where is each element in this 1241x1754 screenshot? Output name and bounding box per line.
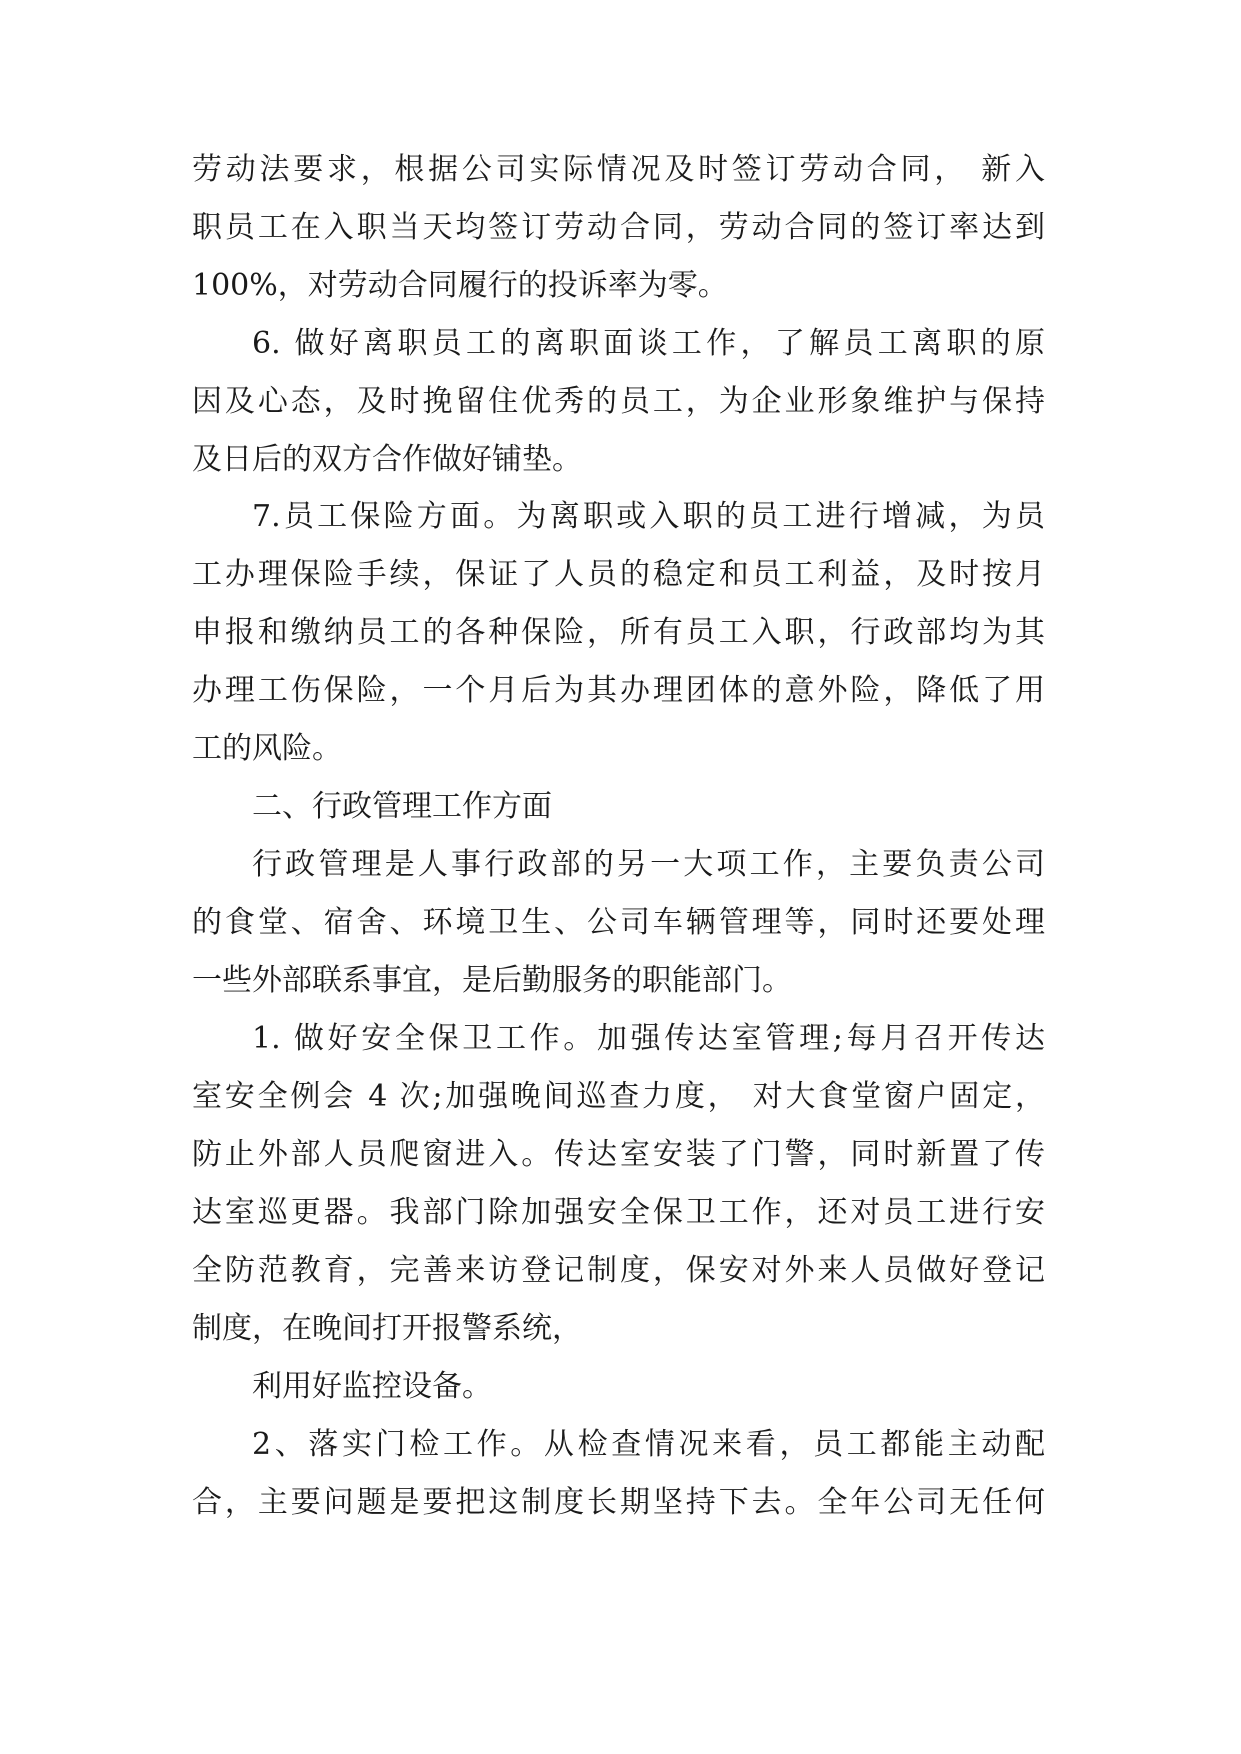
- text-line: 利用好监控设备。: [252, 1369, 492, 1404]
- text-line: 行政管理是人事行政部的另一大项工作，主要负责公司: [252, 847, 1045, 882]
- text-line: 达室巡更器。我部门除加强安全保卫工作，还对员工进行安: [192, 1195, 1045, 1230]
- text-line: 防止外部人员爬窗进入。传达室安装了门警，同时新置了传: [192, 1137, 1045, 1172]
- text-line: 申报和缴纳员工的各种保险，所有员工入职，行政部均为其: [192, 615, 1045, 650]
- text-line: 6. 做好离职员工的离职面谈工作，了解员工离职的原: [252, 326, 1045, 361]
- text-line: 100%，对劳动合同履行的投诉率为零。: [192, 268, 728, 303]
- text-line: 的食堂、宿舍、环境卫生、公司车辆管理等，同时还要处理: [192, 905, 1045, 940]
- text-line: 因及心态，及时挽留住优秀的员工，为企业形象维护与保持: [192, 384, 1045, 419]
- text-line: 7.员工保险方面。为离职或入职的员工进行增减，为员: [252, 499, 1045, 534]
- text-line: 2、落实门检工作。从检查情况来看，员工都能主动配: [252, 1427, 1045, 1462]
- text-line: 工办理保险手续，保证了人员的稳定和员工利益，及时按月: [192, 557, 1045, 592]
- section-heading: 二、行政管理工作方面: [252, 789, 552, 824]
- text-line: 1. 做好安全保卫工作。加强传达室管理;每月召开传达: [252, 1021, 1045, 1056]
- text-line: 一些外部联系事宜，是后勤服务的职能部门。: [192, 963, 792, 998]
- text-line: 职员工在入职当天均签订劳动合同，劳动合同的签订率达到: [192, 210, 1045, 245]
- text-line: 全防范教育，完善来访登记制度，保安对外来人员做好登记: [192, 1253, 1045, 1288]
- text-line: 办理工伤保险，一个月后为其办理团体的意外险，降低了用: [192, 673, 1045, 708]
- text-line: 及日后的双方合作做好铺垫。: [192, 442, 582, 477]
- text-line: 室安全例会 4 次;加强晚间巡查力度， 对大食堂窗户固定，: [192, 1079, 1045, 1114]
- text-line: 工的风险。: [192, 731, 342, 766]
- text-line: 合，主要问题是要把这制度长期坚持下去。全年公司无任何: [192, 1485, 1045, 1520]
- text-line: 制度，在晚间打开报警系统，: [192, 1311, 582, 1346]
- text-line: 劳动法要求，根据公司实际情况及时签订劳动合同， 新入: [192, 152, 1045, 187]
